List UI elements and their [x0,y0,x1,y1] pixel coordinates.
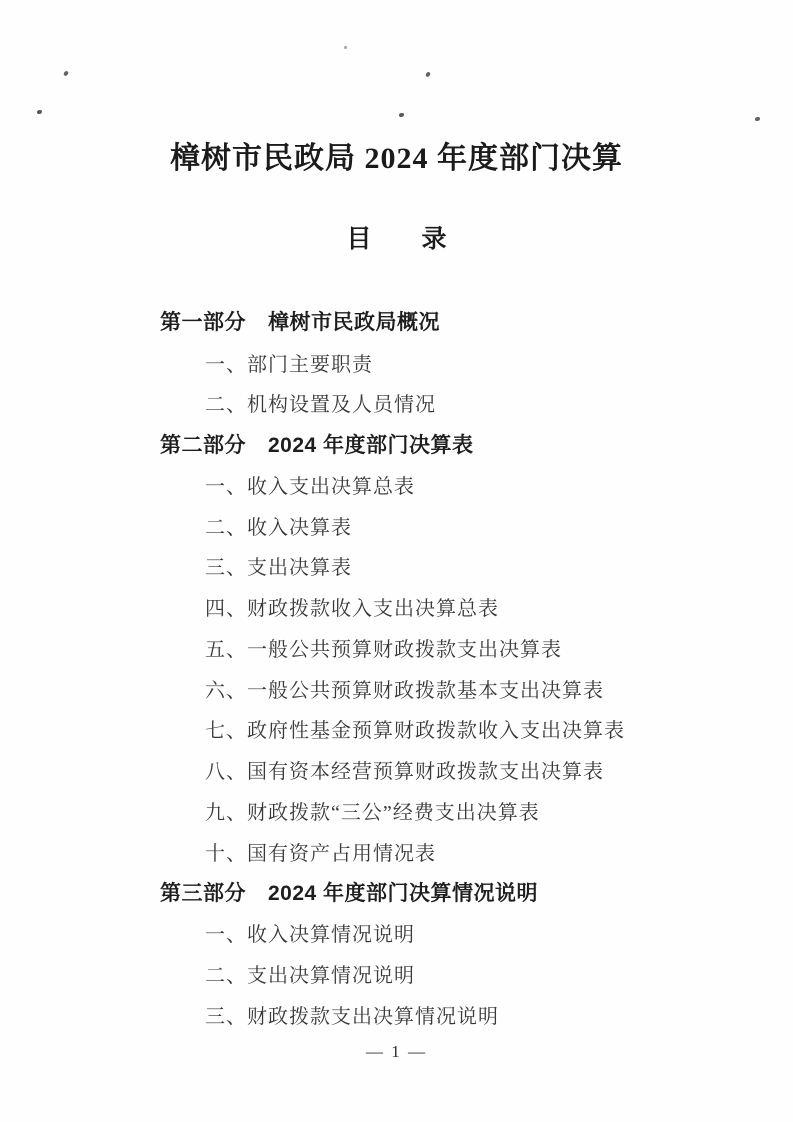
toc-item [0,749,793,790]
scan-speck [344,46,347,49]
toc-item-label: 五、一般公共预算财政拨款支出决算表 [205,638,562,661]
toc-item-label: 十、国有资产占用情况表 [205,842,436,865]
toc-section-title: 樟树市民政局概况 [268,311,440,335]
scan-speck [399,113,404,117]
toc-item-label: 三、财政拨款支出决算情况说明 [205,1005,499,1028]
page-title: 樟树市民政局 2024 年度部门决算 [170,142,623,175]
toc-item-label: 四、财政拨款收入支出决算总表 [205,598,499,621]
toc-item [0,505,793,546]
toc-section-label: 第二部分 [160,433,246,457]
toc-section-title: 2024 年度部门决算表 [268,433,474,457]
toc-item-label: 九、财政拨款“三公”经费支出决算表 [205,801,540,824]
toc-section-heading-part3 [0,872,793,913]
toc-item-label: 八、国有资本经营预算财政拨款支出决算表 [205,761,604,784]
toc-item [0,831,793,872]
toc-item [0,953,793,994]
toc-item-label: 六、一般公共预算财政拨款基本支出决算表 [205,679,604,702]
table-of-contents [0,301,793,1035]
toc-section-label: 第三部分 [160,881,246,905]
toc-section-heading-part2 [0,423,793,464]
toc-item [0,994,793,1035]
toc-item [0,464,793,505]
scan-speck [425,71,430,77]
scan-speck [755,117,760,121]
toc-item [0,342,793,383]
toc-item [0,790,793,831]
scan-speck [63,70,69,76]
toc-item-label: 二、收入决算表 [205,516,352,539]
toc-section-title: 2024 年度部门决算情况说明 [268,881,539,905]
toc-section-heading-part1 [0,301,793,342]
toc-item-label: 七、政府性基金预算财政拨款收入支出决算表 [205,720,625,743]
toc-item [0,586,793,627]
toc-heading: 目 录 [346,226,447,253]
toc-section-label: 第一部分 [160,311,246,335]
page-number: — 1 — [366,1042,427,1061]
toc-item-label: 一、部门主要职责 [205,353,373,376]
toc-item [0,546,793,587]
toc-item-label: 二、支出决算情况说明 [205,964,415,987]
toc-item [0,912,793,953]
toc-item [0,668,793,709]
toc-item [0,383,793,424]
toc-item [0,709,793,750]
toc-item-label: 二、机构设置及人员情况 [205,394,436,417]
toc-item-label: 三、支出决算表 [205,557,352,580]
scan-speck [37,110,42,114]
toc-item-label: 一、收入决算情况说明 [205,924,415,947]
toc-item-label: 一、收入支出决算总表 [205,475,415,498]
toc-item [0,627,793,668]
